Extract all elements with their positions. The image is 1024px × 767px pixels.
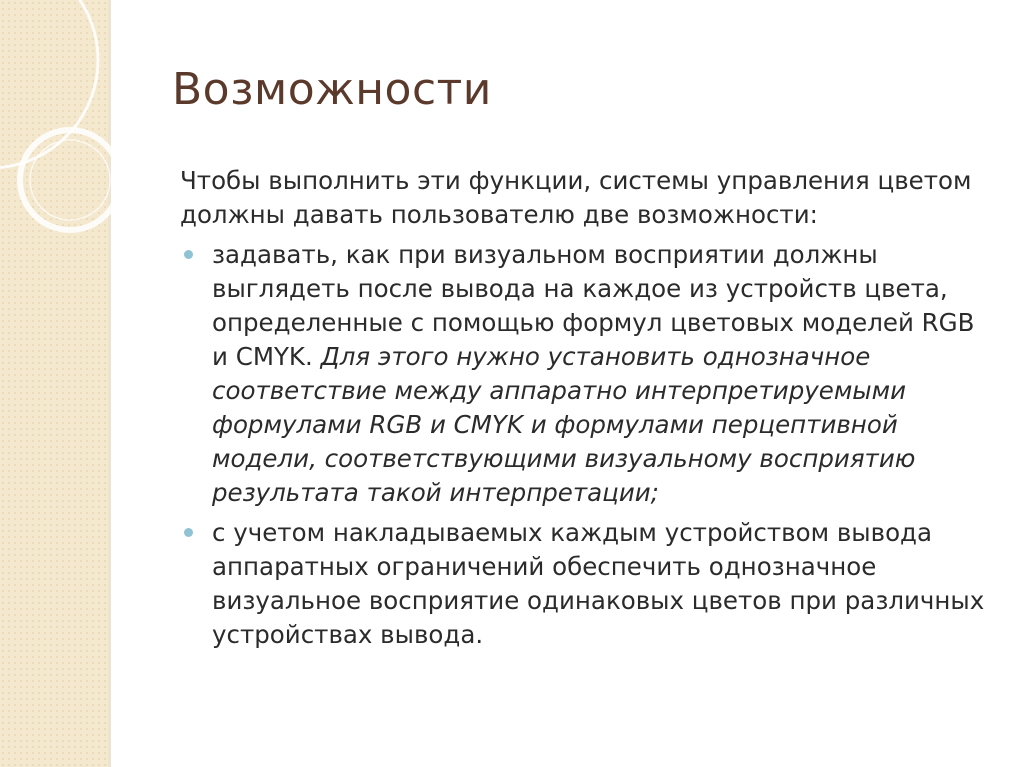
bullet-item-2 bbox=[180, 516, 995, 652]
decorative-ring-inner bbox=[30, 140, 110, 220]
slide-content bbox=[180, 164, 995, 658]
decorative-ring-small bbox=[20, 130, 120, 230]
bullet-text: задавать, как при визуальном восприятии должны выглядеть после вывода на каждое из устройств цвета, определенные с помощью формул цветовых моделей RGB и CMYK. bbox=[212, 240, 975, 371]
bullet-text: с учетом накладываемых каждым устройством вывода аппаратных ограничений обеспечить однозначное визуальное восприятие одинаковых цветов при различных устройствах вывода. bbox=[212, 518, 985, 649]
bullet-dot-icon bbox=[184, 528, 193, 537]
slide-title: Возможности bbox=[172, 64, 492, 115]
bullet-emphasis-text: Для этого нужно установить однозначное соответствие между аппаратно интерпретируемыми формулами RGB и CMYK и формулами перцептивной модели, соответствующими визуальному восприятию результата такой интерпретации; bbox=[212, 342, 916, 507]
bullet-dot-icon bbox=[184, 250, 193, 259]
bullet-list bbox=[180, 238, 995, 652]
decorative-rings bbox=[0, 0, 140, 260]
bullet-item-1 bbox=[180, 238, 995, 510]
intro-paragraph: Чтобы выполнить эти функции, системы управления цветом должны давать пользователю две возможности: bbox=[180, 166, 972, 229]
